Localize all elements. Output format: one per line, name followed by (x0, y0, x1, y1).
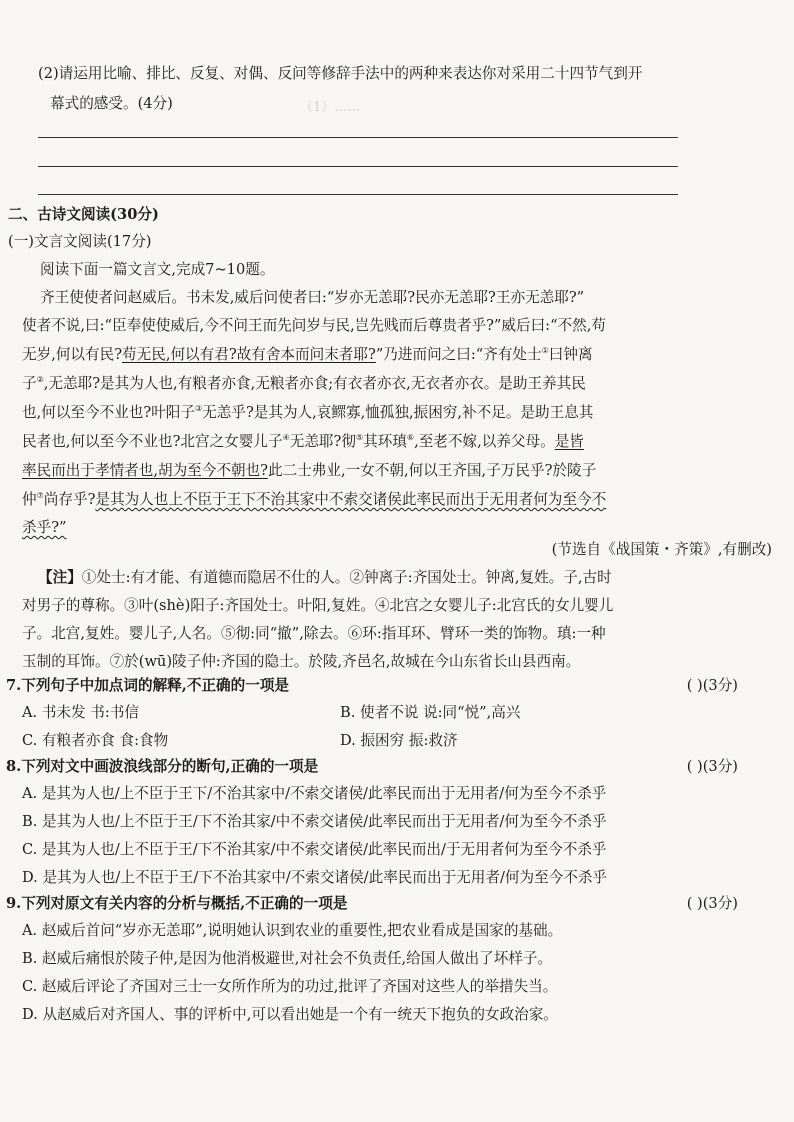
q9-stem: 9.下列对原文有关内容的分析与概括,不正确的一项是 (6, 895, 348, 912)
q8-option-a[interactable]: A. 是其为人也/上不臣于王下/不治其家中/不索交诸侯/此率民而出于无用者/何为至今不杀乎 (22, 785, 607, 802)
underlined-sentence-1: 苟无民,何以有君?故有舍本而问末者耶? (122, 346, 376, 363)
answer-line-1[interactable] (38, 137, 678, 138)
notes-line-4: 玉制的耳饰。⑦於(wū)陵子仲:齐国的隐士。於陵,齐邑名,故城在今山东省长山县西南。 (22, 653, 581, 670)
q9-score: ( )(3分) (686, 895, 738, 912)
passage-line-9: 杀乎?” (22, 519, 67, 536)
q8-option-c[interactable]: C. 是其为人也/上不臣于王/下不治其家/中不索交诸侯/此率民而出/于无用者何为至今不杀乎 (22, 841, 607, 858)
q8-stem: 8.下列对文中画波浪线部分的断句,正确的一项是 (6, 758, 319, 775)
notes-line-1: 【注】①处士:有才能、有道德而隐居不仕的人。②钟离子:齐国处士。钟离,复姓。子,古时 (38, 569, 612, 586)
q8-option-b[interactable]: B. 是其为人也/上不臣于王/下不治其家/中不索交诸侯/此率民而出于无用者/何为至今不杀乎 (22, 813, 607, 830)
q7-option-b[interactable]: B. 使者不说 说:同“悦”,高兴 (340, 704, 521, 721)
passage-line-5: 也,何以至今不业也?叶阳子③无恙乎?是其为人,哀鳏寡,恤孤独,振困穷,补不足。是助王息其 (22, 404, 594, 421)
section-title: 二、古诗文阅读(30分) (8, 206, 159, 223)
section-subtitle: (一)文言文阅读(17分) (8, 233, 152, 250)
q8-option-d[interactable]: D. 是其为人也/上不臣于王/下不治其家中/不索交诸侯/此率民而出于无用者/何为至今不杀乎 (22, 869, 608, 886)
notes-line-2: 对男子的尊称。③叶(shè)阳子:齐国处士。叶阳,复姓。④北宫之女婴儿子:北宫氏的女儿婴儿 (22, 597, 614, 614)
q9-option-b[interactable]: B. 赵威后痛恨於陵子仲,是因为他消极避世,对社会不负责任,给国人做出了坏样子。 (22, 950, 553, 967)
wavy-underlined-passage: 是其为人也上不臣于王下不治其家中不索交诸侯此率民而出于无用者何为至今不 (95, 491, 607, 508)
q9-option-c[interactable]: C. 赵威后评论了齐国对三士一女所作所为的功过,批评了齐国对这些人的举措失当。 (22, 978, 558, 995)
bleed-through-text: （1）…… (300, 100, 361, 115)
passage-line-1: 齐王使使者问赵威后。书未发,威后问使者曰:“岁亦无恙耶?民亦无恙耶?王亦无恙耶?” (40, 289, 585, 306)
passage-source: (节选自《战国策・齐策》,有删改) (551, 541, 772, 558)
section-instruction: 阅读下面一篇文言文,完成7~10题。 (40, 261, 275, 278)
passage-line-3: 无岁,何以有民?苟无民,何以有君?故有舍本而问末者耶?”乃进而问之曰:“齐有处士①曰钟离 (22, 346, 593, 363)
answer-line-2[interactable] (38, 166, 678, 167)
question-2-line-2: 幕式的感受。(4分) (50, 95, 173, 112)
q7-stem: 7.下列句子中加点词的解释,不正确的一项是 (6, 677, 290, 694)
q7-option-c[interactable]: C. 有粮者亦食 食:食物 (22, 732, 169, 749)
question-2-line-1: (2)请运用比喻、排比、反复、对偶、反问等修辞手法中的两种来表达你对采用二十四节气到开 (38, 65, 643, 82)
q9-option-d[interactable]: D. 从赵威后对齐国人、事的评析中,可以看出她是一个有一统天下抱负的女政治家。 (22, 1006, 558, 1023)
notes-line-3: 子。北宫,复姓。婴儿子,人名。⑤彻:同“撤”,除去。⑥环:指耳环、臂环一类的饰物。瑱:一种 (22, 625, 606, 642)
passage-line-8: 仲⑦尚存乎?是其为人也上不臣于王下不治其家中不索交诸侯此率民而出于无用者何为至今不 (22, 491, 607, 508)
q7-option-d[interactable]: D. 振困穷 振:救济 (340, 732, 458, 749)
passage-line-4: 子②,无恙耶?是其为人也,有粮者亦食,无粮者亦食;有衣者亦衣,无衣者亦衣。是助王养其民 (22, 375, 586, 392)
underlined-sentence-2: 率民而出于孝情者也,胡为至今不朝也? (22, 462, 268, 479)
q8-score: ( )(3分) (686, 758, 738, 775)
q7-score: ( )(3分) (686, 677, 738, 694)
passage-line-2: 使者不说,曰:“臣奉使使威后,今不问王而先问岁与民,岂先贱而后尊贵者乎?”威后曰:“不然,苟 (22, 317, 606, 334)
q7-option-a[interactable]: A. 书未发 书:书信 (22, 704, 139, 721)
passage-line-6: 民者也,何以至今不业也?北宫之女婴儿子④无恙耶?彻⑤其环瑱⑥,至老不嫁,以养父母。是皆 (22, 433, 584, 450)
q9-option-a[interactable]: A. 赵威后首问“岁亦无恙耶”,说明她认识到农业的重要性,把农业看成是国家的基础。 (22, 922, 563, 939)
passage-line-7: 率民而出于孝情者也,胡为至今不朝也?此二士弗业,一女不朝,何以王齐国,子万民乎?於陵子 (22, 462, 597, 479)
answer-line-3[interactable] (38, 194, 678, 195)
